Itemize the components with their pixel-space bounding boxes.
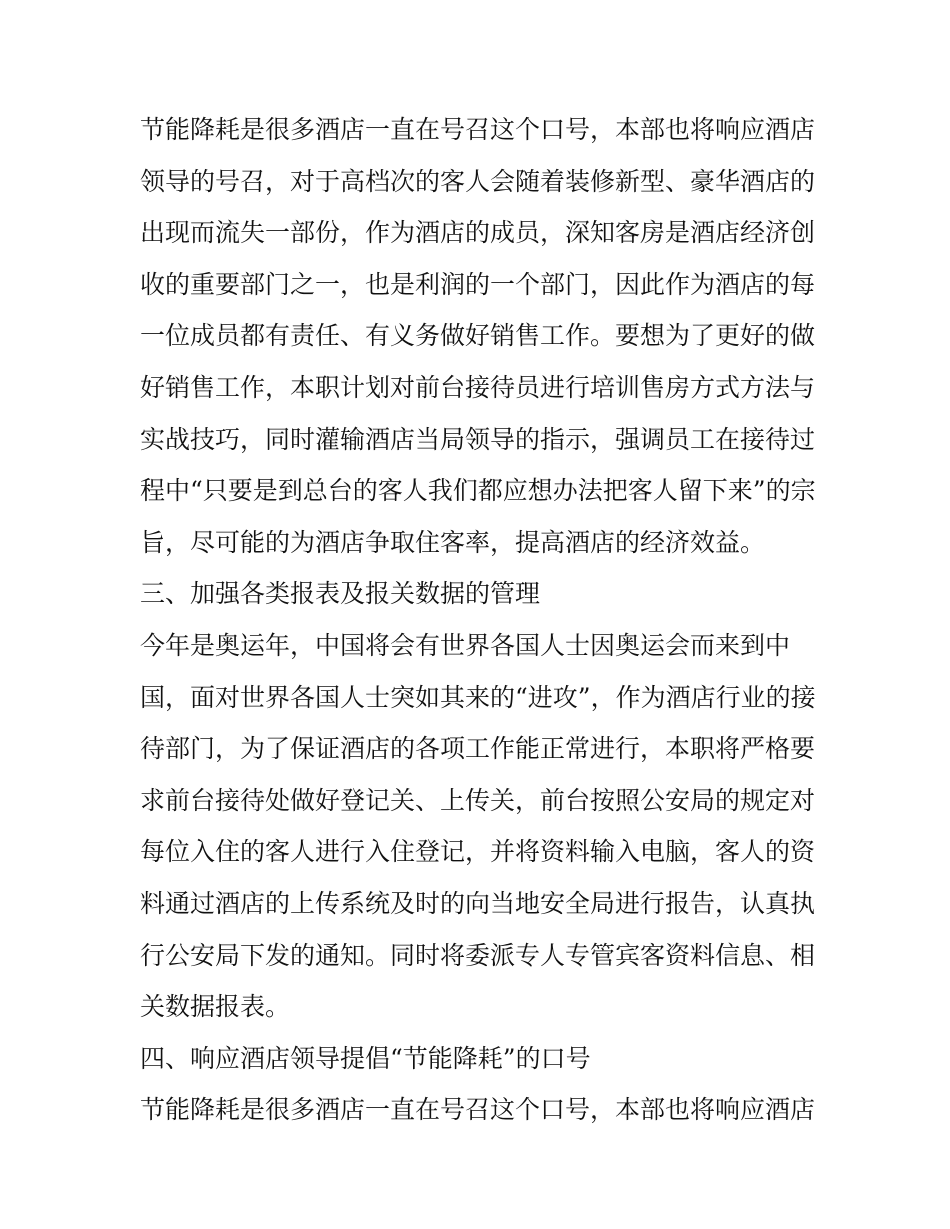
text-line: 国，面对世界各国人士突如其来的“进攻”，作为酒店行业的接 (140, 682, 816, 712)
text-line: 领导的号召，对于高档次的客人会随着装修新型、豪华酒店的 (140, 166, 816, 196)
section-heading: 三、加强各类报表及报关数据的管理 (140, 579, 541, 609)
document-body (140, 104, 816, 1136)
text-line: 好销售工作，本职计划对前台接待员进行培训售房方式方法与 (140, 372, 816, 402)
text-line: 求前台接待处做好登记关、上传关，前台按照公安局的规定对 (140, 785, 816, 815)
text-line: 一位成员都有责任、有义务做好销售工作。要想为了更好的做 (140, 321, 816, 351)
text-line: 行公安局下发的通知。同时将委派专人专管宾客资料信息、相 (140, 940, 816, 970)
text-line: 实战技巧，同时灌输酒店当局领导的指示，强调员工在接待过 (140, 424, 816, 454)
section-heading: 四、响应酒店领导提倡“节能降耗”的口号 (140, 1043, 591, 1073)
text-line: 旨，尽可能的为酒店争取住客率，提高酒店的经济效益。 (140, 527, 766, 557)
text-line: 节能降耗是很多酒店一直在号召这个口号，本部也将响应酒店 (140, 1095, 816, 1125)
text-line: 关数据报表。 (140, 992, 291, 1022)
text-line: 每位入住的客人进行入住登记，并将资料输入电脑，客人的资 (140, 837, 816, 867)
text-line: 程中“只要是到总台的客人我们都应想办法把客人留下来”的宗 (140, 476, 816, 506)
text-line: 今年是奥运年，中国将会有世界各国人士因奥运会而来到中 (140, 630, 791, 660)
text-line: 料通过酒店的上传系统及时的向当地安全局进行报告，认真执 (140, 888, 816, 918)
text-line: 节能降耗是很多酒店一直在号召这个口号，本部也将响应酒店 (140, 115, 816, 144)
text-line: 待部门，为了保证酒店的各项工作能正常进行，本职将严格要 (140, 734, 816, 764)
text-line: 收的重要部门之一，也是利润的一个部门，因此作为酒店的每 (140, 269, 816, 299)
text-line: 出现而流失一部份，作为酒店的成员，深知客房是酒店经济创 (140, 218, 816, 248)
